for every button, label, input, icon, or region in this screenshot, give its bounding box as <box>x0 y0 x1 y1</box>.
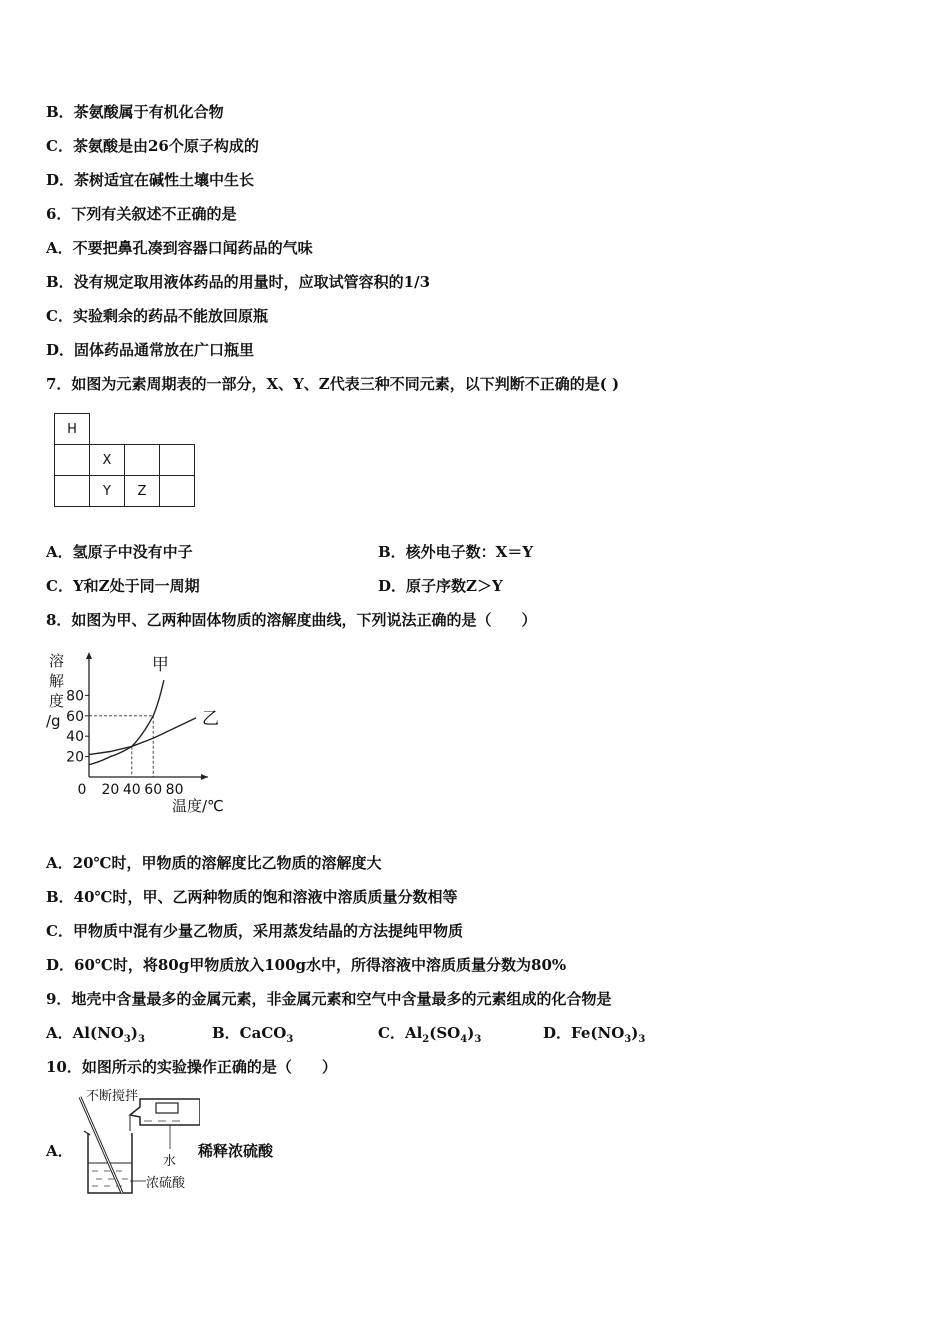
y-tick-label: 20 <box>66 749 84 766</box>
dilution-figure <box>70 1085 200 1197</box>
q8-option-d: D．60℃时，将80g甲物质放入100g水中，所得溶液中溶质质量分数为80% <box>46 956 567 974</box>
pt-cell-h: H <box>55 414 90 445</box>
q5-option-c: C．茶氨酸是由26个原子构成的 <box>46 137 259 155</box>
y-axis-arrow <box>86 652 92 659</box>
q9-option-b: B．CaCO$_3$ <box>212 1024 294 1045</box>
x-tick-label: 80 <box>165 782 184 798</box>
x-tick-label: 0 <box>77 782 87 798</box>
y-axis-label-char: 解 <box>49 672 65 690</box>
x-tick-label: 60 <box>144 782 163 798</box>
pt-cell-y: Y <box>90 476 125 507</box>
q7-option-a: A．氢原子中没有中子 <box>46 543 193 561</box>
q10-option-a-label: A． <box>46 1142 73 1160</box>
q7-option-d: D．原子序数Z＞Y <box>378 577 503 595</box>
series-line-yi <box>89 718 196 755</box>
pt-cell-z: Z <box>125 476 160 507</box>
y-tick-label: 60 <box>66 708 84 725</box>
q5-option-b: B．茶氨酸属于有机化合物 <box>46 103 224 121</box>
q7-stem: 7．如图为元素周期表的一部分，X、Y、Z代表三种不同元素，以下判断不正确的是( ) <box>46 375 620 393</box>
label-water: 水 <box>163 1154 177 1169</box>
q9-stem: 9．地壳中含量最多的金属元素，非金属元素和空气中含量最多的元素组成的化合物是 <box>46 990 612 1008</box>
q6-option-c: C．实验剩余的药品不能放回原瓶 <box>46 307 268 325</box>
y-axis-label-char: 度 <box>49 692 65 710</box>
q8-option-a: A．20℃时，甲物质的溶解度比乙物质的溶解度大 <box>46 854 382 872</box>
q9-option-c: C．$Al_2(SO_4)_3$ <box>378 1024 482 1045</box>
y-tick-label: 80 <box>66 688 84 705</box>
q8-option-c: C．甲物质中混有少量乙物质，采用蒸发结晶的方法提纯甲物质 <box>46 922 463 940</box>
solubility-chart <box>40 646 240 818</box>
y-axis-label-char: /g <box>46 712 61 730</box>
q7-option-b: B．核外电子数：X＝Y <box>378 543 534 561</box>
q6-stem: 6．下列有关叙述不正确的是 <box>46 205 237 223</box>
q6-option-d: D．固体药品通常放在广口瓶里 <box>46 341 255 359</box>
q5-option-d: D．茶树适宜在碱性土壤中生长 <box>46 171 255 189</box>
series-line-jia <box>89 680 164 765</box>
q7-option-c: C．Y和Z处于同一周期 <box>46 577 200 595</box>
label-acid: 浓硫酸 <box>146 1176 186 1191</box>
series-label-yi: 乙 <box>202 708 219 729</box>
y-tick-label: 40 <box>66 729 84 746</box>
x-axis-arrow <box>201 774 208 780</box>
q8-stem: 8．如图为甲、乙两种固体物质的溶解度曲线，下列说法正确的是（ ） <box>46 611 537 629</box>
series-label-jia: 甲 <box>151 655 169 675</box>
periodic-table-fragment <box>54 413 195 507</box>
pt-cell-x: X <box>90 445 125 476</box>
q9-option-d: D．$Fe(NO_3)_3$ <box>543 1024 646 1045</box>
x-tick-label: 20 <box>101 782 120 798</box>
label-stir: 不断搅拌 <box>86 1089 139 1104</box>
y-axis-label-char: 溶 <box>49 652 65 670</box>
x-tick-label: 40 <box>122 782 141 798</box>
q6-option-a: A．不要把鼻孔凑到容器口闻药品的气味 <box>46 239 313 257</box>
q10-stem: 10．如图所示的实验操作正确的是（ ） <box>46 1058 337 1076</box>
q6-option-b: B．没有规定取用液体药品的用量时，应取试管容积的1/3 <box>46 273 431 291</box>
q9-option-a: A．$Al(NO_3)_3$ <box>46 1024 145 1045</box>
q10-option-a-caption: 稀释浓硫酸 <box>198 1142 274 1160</box>
x-axis-label: 温度/℃ <box>172 797 224 815</box>
q8-option-b: B．40℃时，甲、乙两种物质的饱和溶液中溶质质量分数相等 <box>46 888 458 906</box>
